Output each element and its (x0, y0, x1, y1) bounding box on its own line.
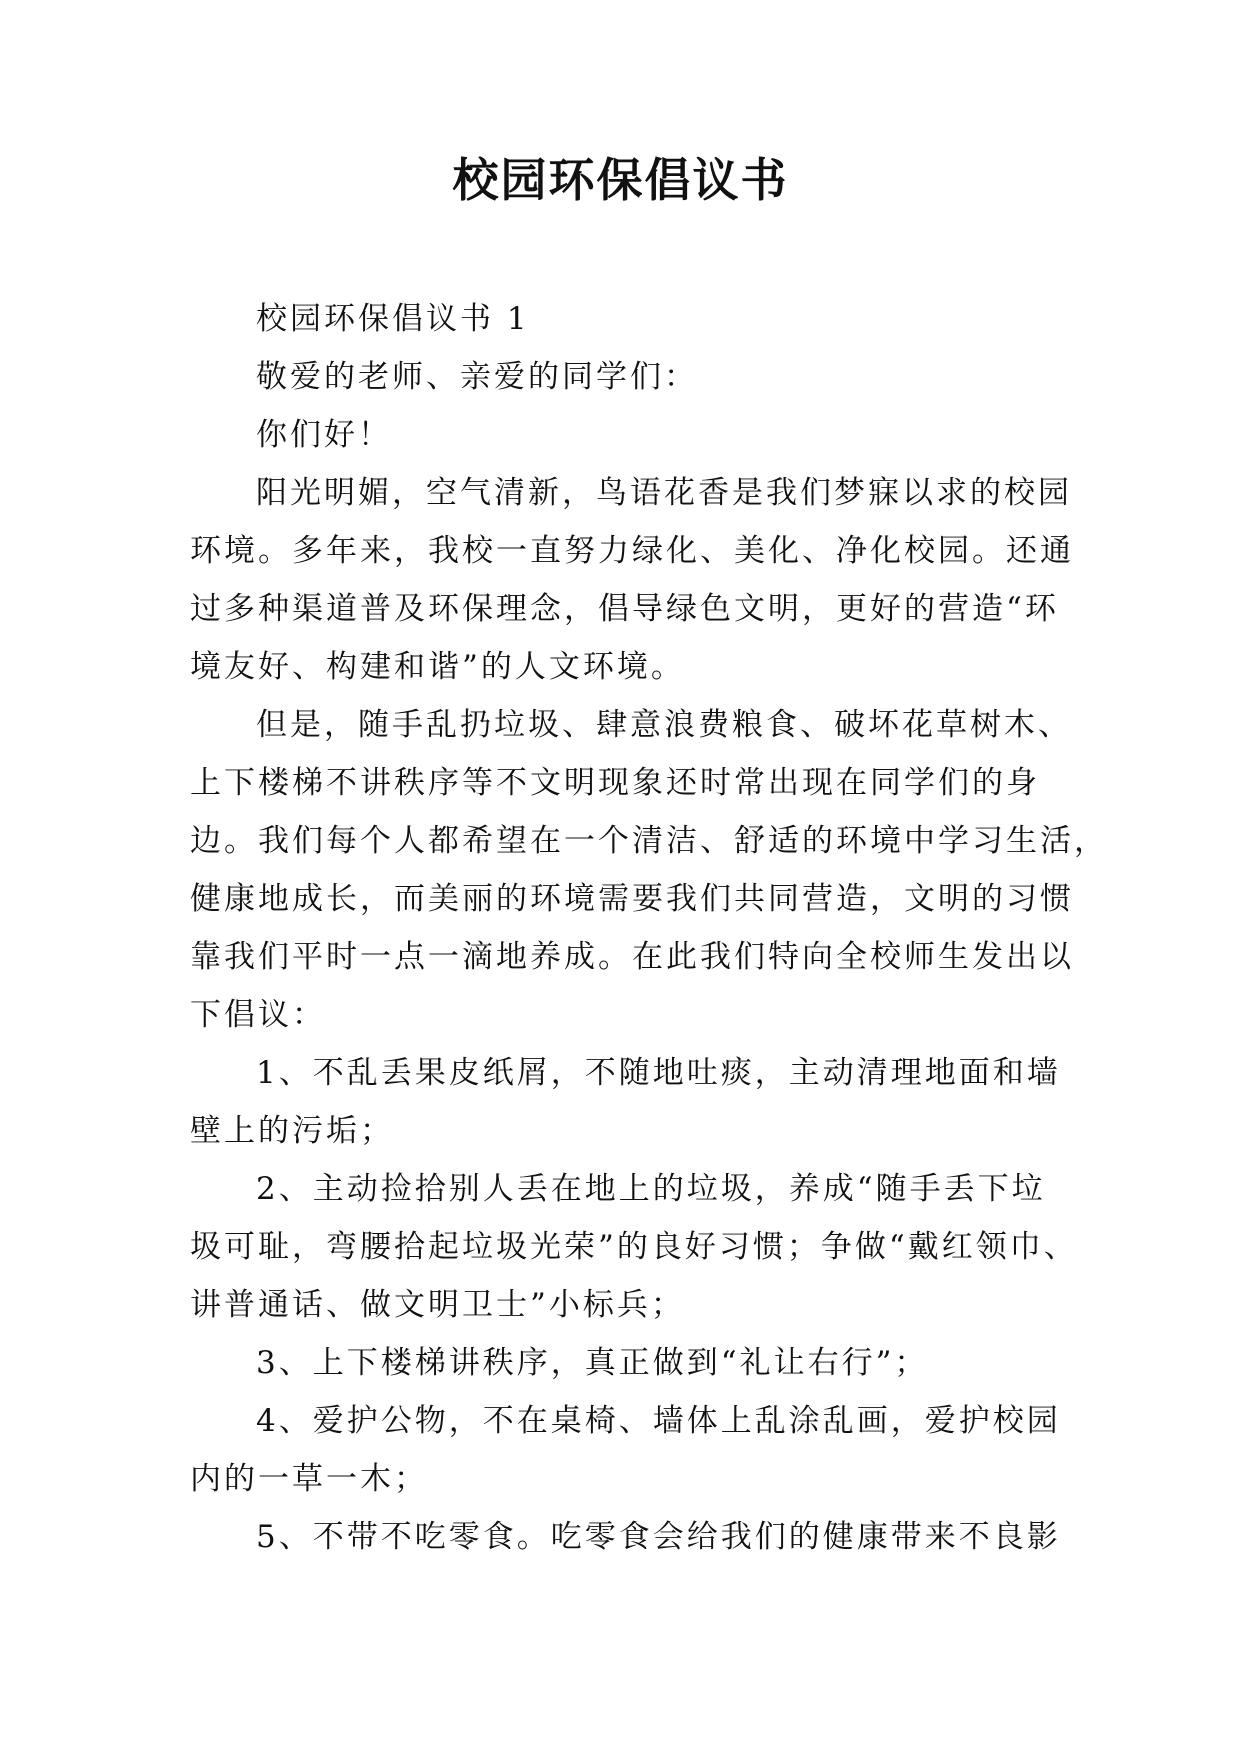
document-body (190, 290, 1108, 1566)
text-line: 壁上的污垢； (190, 1113, 394, 1149)
text-line: 4、爱护公物，不在桌椅、墙体上乱涂乱画，爱护校园 (256, 1403, 1061, 1439)
text-line: 1、不乱丢果皮纸屑，不随地吐痰，主动清理地面和墙 (256, 1055, 1061, 1091)
text-line: 健康地成长，而美丽的环境需要我们共同营造，文明的习惯 (190, 881, 1074, 917)
text-line: 5、不带不吃零食。吃零食会给我们的健康带来不良影 (256, 1519, 1061, 1555)
text-line: 圾可耻，弯腰拾起垃圾光荣”的良好习惯；争做“戴红领巾、 (190, 1229, 1078, 1265)
text-line: 校园环保倡议书 1 (256, 301, 530, 337)
text-line: 讲普通话、做文明卫士”小标兵； (190, 1287, 685, 1323)
text-line: 边。我们每个人都希望在一个清洁、舒适的环境中学习生活， (190, 823, 1108, 859)
text-line: 阳光明媚，空气清新，鸟语花香是我们梦寐以求的校园 (256, 475, 1072, 511)
text-line: 2、主动捡拾别人丢在地上的垃圾，养成“随手丢下垃 (256, 1171, 1046, 1207)
text-line: 靠我们平时一点一滴地养成。在此我们特向全校师生发出以 (190, 939, 1074, 975)
text-line: 你们好！ (256, 417, 392, 453)
text-line: 内的一草一木； (190, 1461, 428, 1497)
text-line: 3、上下楼梯讲秩序，真正做到“礼让右行”； (256, 1345, 929, 1381)
text-line: 敬爱的老师、亲爱的同学们： (256, 359, 698, 395)
text-line: 过多种渠道普及环保理念，倡导绿色文明，更好的营造“环 (190, 591, 1059, 627)
text-line: 但是，随手乱扔垃圾、肆意浪费粮食、破坏花草树木、 (256, 707, 1072, 743)
document-title: 校园环保倡议书 (452, 153, 789, 207)
text-line: 下倡议： (190, 997, 326, 1033)
text-line: 环境。多年来，我校一直努力绿化、美化、净化校园。还通 (190, 533, 1074, 569)
text-line: 境友好、构建和谐”的人文环境。 (190, 649, 685, 685)
text-line: 上下楼梯不讲秩序等不文明现象还时常出现在同学们的身 (190, 765, 1040, 801)
